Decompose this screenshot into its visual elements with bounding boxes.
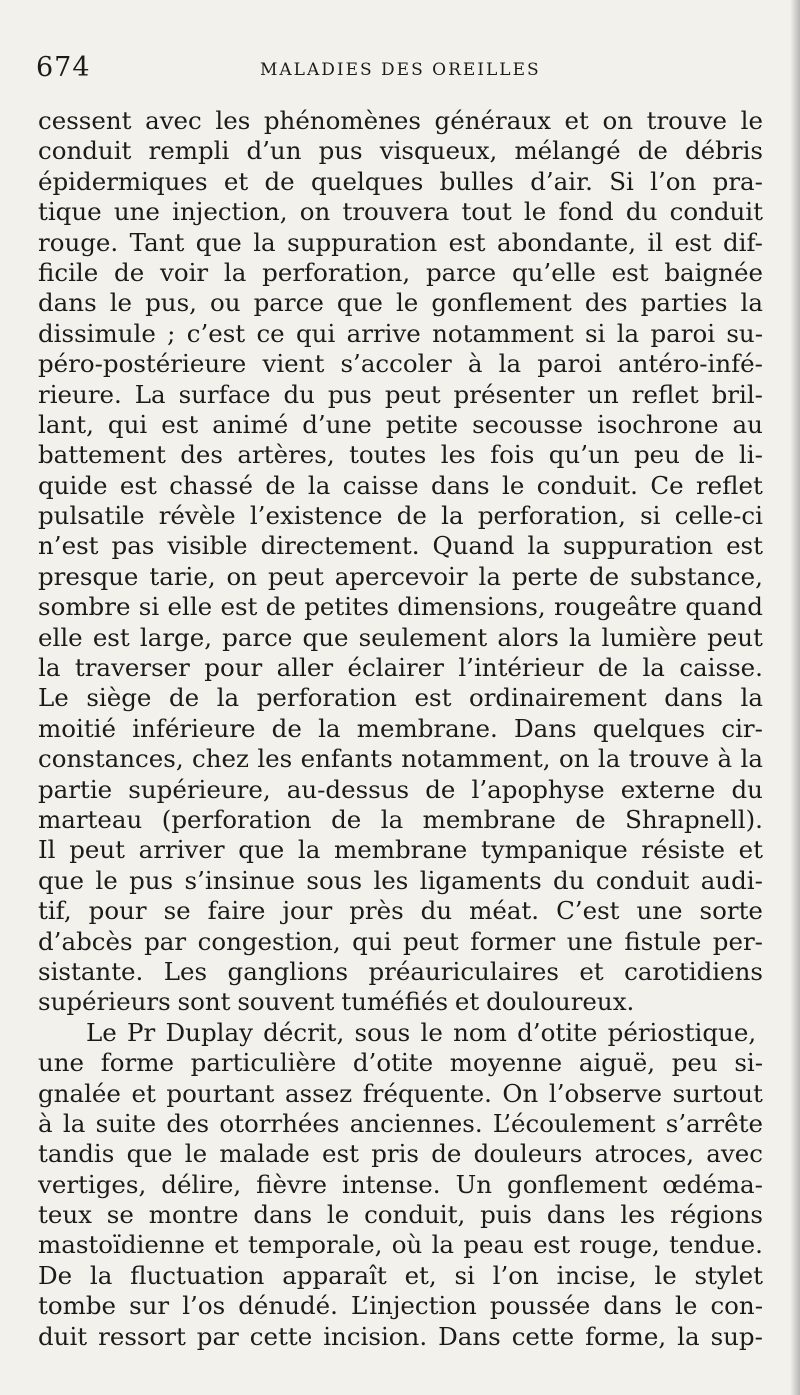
text-line: dissimule ; c’est ce qui arrive notamment si la paroi su-	[38, 318, 763, 348]
text-line: marteau (perforation de la membrane de Shrapnell).	[38, 804, 763, 834]
text-line: gnalée et pourtant assez fréquente. On l’observe surtout	[38, 1078, 763, 1108]
text-line: Le Pr Duplay décrit, sous le nom d’otite périostique,	[86, 1017, 757, 1047]
text-line: d’abcès par congestion, qui peut former une fistule per-	[38, 926, 763, 956]
text-line: que le pus s’insinue sous les ligaments du conduit audi-	[38, 865, 763, 895]
text-line: rieure. La surface du pus peut présenter un reflet bril-	[38, 379, 763, 409]
text-line: n’est pas visible directement. Quand la suppuration est	[38, 531, 763, 561]
text-line: teux se montre dans le conduit, puis dans les régions	[38, 1200, 763, 1230]
text-line: lant, qui est animé d’une petite secousse isochrone au	[38, 409, 763, 439]
text-line: moitié inférieure de la membrane. Dans quelques cir-	[38, 713, 763, 743]
text-line: partie supérieure, au-dessus de l’apophyse externe du	[38, 774, 763, 804]
text-line: conduit rempli d’un pus visqueux, mélangé de débris	[38, 136, 763, 166]
text-line: battement des artères, toutes les fois qu’un peu de li-	[38, 440, 763, 470]
text-line: à la suite des otorrhées anciennes. L’écoulement s’arrête	[38, 1108, 763, 1138]
text-line: tombe sur l’os dénudé. L’injection poussée dans le con-	[38, 1291, 763, 1321]
text-line: tique une injection, on trouvera tout le fond du conduit	[38, 197, 763, 227]
text-line: presque tarie, on peut apercevoir la perte de substance,	[38, 561, 763, 591]
text-line: dans le pus, ou parce que le gonflement des parties la	[38, 288, 763, 318]
text-line: mastoïdienne et temporale, où la peau est rouge, tendue.	[38, 1230, 763, 1260]
text-line: rouge. Tant que la suppuration est abondante, il est dif-	[38, 227, 763, 257]
text-line: pulsatile révèle l’existence de la perforation, si celle-ci	[38, 501, 763, 531]
text-line: la traverser pour aller éclairer l’intérieur de la caisse.	[38, 653, 763, 683]
text-line: sistante. Les ganglions préauriculaires et carotidiens	[38, 956, 763, 986]
text-line: tandis que le malade est pris de douleurs atroces, avec	[38, 1139, 763, 1169]
body-text	[38, 106, 763, 1352]
text-line: sombre si elle est de petites dimensions, rougeâtre quand	[38, 592, 763, 622]
text-line: supérieurs sont souvent tuméfiés et douloureux.	[38, 987, 635, 1017]
text-line: constances, chez les enfants notamment, on la trouve à la	[38, 744, 763, 774]
text-line: épidermiques et de quelques bulles d’air. Si l’on pra-	[38, 166, 763, 196]
text-line: ficile de voir la perforation, parce qu’elle est baignée	[38, 257, 763, 287]
page-number: 674	[36, 52, 91, 83]
text-line: quide est chassé de la caisse dans le conduit. Ce reflet	[38, 470, 763, 500]
text-line: tif, pour se faire jour près du méat. C’est une sorte	[38, 896, 763, 926]
text-line: cessent avec les phénomènes généraux et on trouve le	[38, 106, 763, 135]
text-line: Le siège de la perforation est ordinairement dans la	[38, 683, 763, 713]
text-line: péro-postérieure vient s’accoler à la paroi antéro-infé-	[38, 349, 763, 379]
page-header	[36, 52, 756, 92]
text-line: duit ressort par cette incision. Dans cette forme, la sup-	[38, 1321, 763, 1351]
text-line: elle est large, parce que seulement alors la lumière peut	[38, 622, 763, 652]
page-edge-shadow	[790, 0, 800, 1395]
text-line: une forme particulière d’otite moyenne aiguë, peu si-	[38, 1048, 763, 1078]
text-line: Il peut arriver que la membrane tympanique résiste et	[38, 835, 763, 865]
running-title: MALADIES DES OREILLES	[260, 60, 541, 80]
text-line: vertiges, délire, fièvre intense. Un gonflement œdéma-	[38, 1169, 763, 1199]
text-line: De la fluctuation apparaît et, si l’on incise, le stylet	[38, 1260, 763, 1290]
